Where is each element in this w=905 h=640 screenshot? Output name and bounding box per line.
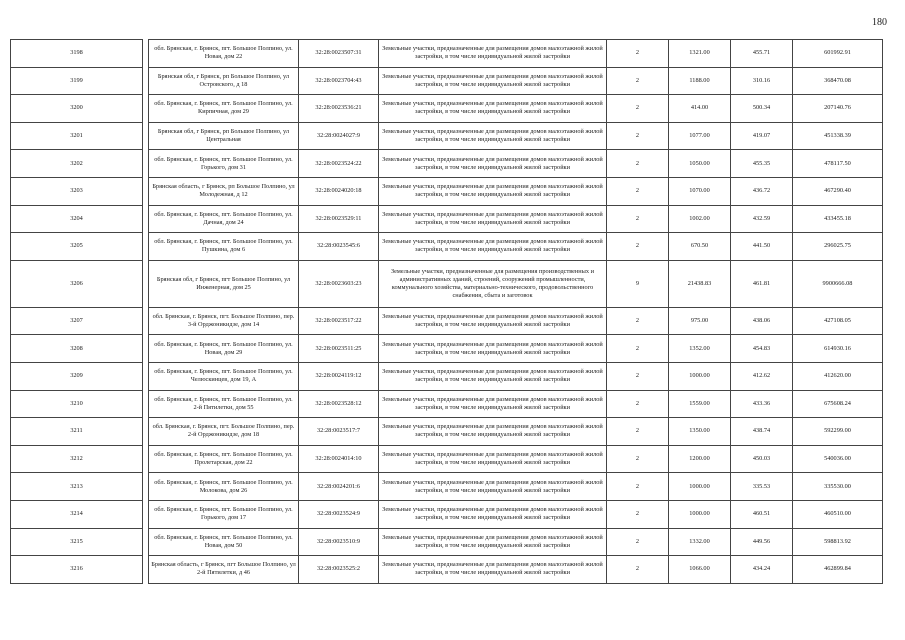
address-cell: обл. Брянская, г. Брянск, пгт. Большое Полпино, ул. Новая, дом 22 xyxy=(149,40,299,68)
cadastral-number-cell: 32:28:0023517:22 xyxy=(299,307,379,335)
specific-value-cell: 441.50 xyxy=(731,233,793,261)
specific-value-cell: 454.83 xyxy=(731,335,793,363)
area-cell: 1350.00 xyxy=(669,418,731,446)
area-cell: 1332.00 xyxy=(669,528,731,556)
cadastral-number-cell: 32:28:0023525:2 xyxy=(299,556,379,584)
table-row xyxy=(11,335,883,363)
table-row xyxy=(11,500,883,528)
cadastral-value-cell: 412620.00 xyxy=(793,362,883,390)
land-use-type-cell: Земельные участки, предназначенные для размещения домов малоэтажной жилой застройки, в том числе индивидуальной жилой застройки xyxy=(379,205,607,233)
address-cell: Брянская область, г Брянск, рп Большое Полпино, ул Молодежная, д 12 xyxy=(149,177,299,205)
group-number-cell: 2 xyxy=(607,445,669,473)
record-number-cell: 3202 xyxy=(11,150,143,178)
table-row xyxy=(11,445,883,473)
area-cell: 1000.00 xyxy=(669,500,731,528)
table-row xyxy=(11,390,883,418)
specific-value-cell: 434.24 xyxy=(731,556,793,584)
cadastral-value-cell: 614930.16 xyxy=(793,335,883,363)
area-cell: 975.00 xyxy=(669,307,731,335)
record-number-cell: 3210 xyxy=(11,390,143,418)
area-cell: 1000.00 xyxy=(669,362,731,390)
area-cell: 1070.00 xyxy=(669,177,731,205)
record-number-cell: 3199 xyxy=(11,67,143,95)
address-cell: обл. Брянская, г. Брянск, пгт. Большое Полпино, ул. Новая, дом 50 xyxy=(149,528,299,556)
area-cell: 670.50 xyxy=(669,233,731,261)
record-number-cell: 3204 xyxy=(11,205,143,233)
cadastral-number-cell: 32:28:0024020:18 xyxy=(299,177,379,205)
table-row xyxy=(11,528,883,556)
record-number-cell: 3212 xyxy=(11,445,143,473)
area-cell: 1077.00 xyxy=(669,122,731,150)
group-number-cell: 2 xyxy=(607,335,669,363)
land-use-type-cell: Земельные участки, предназначенные для размещения домов малоэтажной жилой застройки, в том числе индивидуальной жилой застройки xyxy=(379,233,607,261)
cadastral-number-cell: 32:28:0023507:31 xyxy=(299,40,379,68)
table-row xyxy=(11,205,883,233)
cadastral-value-cell: 9900666.08 xyxy=(793,260,883,307)
land-use-type-cell: Земельные участки, предназначенные для размещения домов малоэтажной жилой застройки, в том числе индивидуальной жилой застройки xyxy=(379,150,607,178)
group-number-cell: 2 xyxy=(607,177,669,205)
land-use-type-cell: Земельные участки, предназначенные для размещения домов малоэтажной жилой застройки, в том числе индивидуальной жилой застройки xyxy=(379,95,607,123)
specific-value-cell: 310.16 xyxy=(731,67,793,95)
specific-value-cell: 438.74 xyxy=(731,418,793,446)
group-number-cell: 2 xyxy=(607,418,669,446)
record-number-cell: 3213 xyxy=(11,473,143,501)
area-cell: 1352.00 xyxy=(669,335,731,363)
group-number-cell: 2 xyxy=(607,40,669,68)
area-cell: 1200.00 xyxy=(669,445,731,473)
group-number-cell: 2 xyxy=(607,67,669,95)
cadastral-number-cell: 32:28:0023510:9 xyxy=(299,528,379,556)
group-number-cell: 2 xyxy=(607,150,669,178)
area-cell: 414.00 xyxy=(669,95,731,123)
group-number-cell: 2 xyxy=(607,307,669,335)
group-number-cell: 2 xyxy=(607,500,669,528)
record-number-cell: 3216 xyxy=(11,556,143,584)
specific-value-cell: 455.35 xyxy=(731,150,793,178)
group-number-cell: 2 xyxy=(607,95,669,123)
cadastral-value-cell: 433455.18 xyxy=(793,205,883,233)
cadastral-value-cell: 467290.40 xyxy=(793,177,883,205)
area-cell: 1050.00 xyxy=(669,150,731,178)
record-number-cell: 3203 xyxy=(11,177,143,205)
record-number-cell: 3214 xyxy=(11,500,143,528)
specific-value-cell: 432.59 xyxy=(731,205,793,233)
table-row xyxy=(11,95,883,123)
specific-value-cell: 433.36 xyxy=(731,390,793,418)
cadastral-value-cell: 451338.39 xyxy=(793,122,883,150)
cadastral-number-cell: 32:28:0024014:10 xyxy=(299,445,379,473)
address-cell: обл. Брянская, г. Брянск, пгт. Большое Полпино, ул. Пушкина, дом 6 xyxy=(149,233,299,261)
cadastral-number-cell: 32:28:0023524:9 xyxy=(299,500,379,528)
cadastral-value-cell: 368470.08 xyxy=(793,67,883,95)
land-use-type-cell: Земельные участки, предназначенные для размещения домов малоэтажной жилой застройки, в том числе индивидуальной жилой застройки xyxy=(379,67,607,95)
group-number-cell: 2 xyxy=(607,390,669,418)
cadastral-number-cell: 32:28:0023545:6 xyxy=(299,233,379,261)
table-row xyxy=(11,362,883,390)
cadastral-value-cell: 598813.92 xyxy=(793,528,883,556)
cadastral-value-cell: 207140.76 xyxy=(793,95,883,123)
area-cell: 1000.00 xyxy=(669,473,731,501)
specific-value-cell: 461.81 xyxy=(731,260,793,307)
record-number-cell: 3211 xyxy=(11,418,143,446)
record-number-cell: 3209 xyxy=(11,362,143,390)
address-cell: Брянская область, г Брянск, пгт Большое Полпино, ул 2-й Пятилетки, д 46 xyxy=(149,556,299,584)
table-row xyxy=(11,418,883,446)
land-use-type-cell: Земельные участки, предназначенные для размещения домов малоэтажной жилой застройки, в том числе индивидуальной жилой застройки xyxy=(379,362,607,390)
cadastral-number-cell: 32:28:0023603:23 xyxy=(299,260,379,307)
address-cell: обл. Брянская, г. Брянск, пгт. Большое Полпино, ул. Дачная, дом 24 xyxy=(149,205,299,233)
cadastral-value-cell: 540036.00 xyxy=(793,445,883,473)
land-use-type-cell: Земельные участки, предназначенные для размещения домов малоэтажной жилой застройки, в том числе индивидуальной жилой застройки xyxy=(379,40,607,68)
group-number-cell: 9 xyxy=(607,260,669,307)
table-row xyxy=(11,260,883,307)
record-number-cell: 3207 xyxy=(11,307,143,335)
address-cell: обл. Брянская, г. Брянск, пгт. Большое Полпино, ул. Молокова, дом 26 xyxy=(149,473,299,501)
address-cell: Брянская обл, г Брянск, рп Большое Полпино, ул Островского, д 18 xyxy=(149,67,299,95)
table-row xyxy=(11,122,883,150)
group-number-cell: 2 xyxy=(607,473,669,501)
cadastral-value-cell: 592299.00 xyxy=(793,418,883,446)
record-number-cell: 3205 xyxy=(11,233,143,261)
record-number-cell: 3208 xyxy=(11,335,143,363)
group-number-cell: 2 xyxy=(607,528,669,556)
specific-value-cell: 460.51 xyxy=(731,500,793,528)
land-use-type-cell: Земельные участки, предназначенные для размещения домов малоэтажной жилой застройки, в том числе индивидуальной жилой застройки xyxy=(379,390,607,418)
cadastral-value-cell: 296025.75 xyxy=(793,233,883,261)
area-cell: 1066.00 xyxy=(669,556,731,584)
land-use-type-cell: Земельные участки, предназначенные для размещения домов малоэтажной жилой застройки, в том числе индивидуальной жилой застройки xyxy=(379,418,607,446)
area-cell: 21438.83 xyxy=(669,260,731,307)
table-row xyxy=(11,556,883,584)
record-number-cell: 3206 xyxy=(11,260,143,307)
cadastral-number-cell: 32:28:0024027:9 xyxy=(299,122,379,150)
address-cell: обл. Брянская, г. Брянск, пгт. Большое Полпино, ул. Новая, дом 29 xyxy=(149,335,299,363)
address-cell: Брянская обл, г Брянск, пгт Большое Полпино, ул Инженерная, дом 25 xyxy=(149,260,299,307)
cadastral-number-cell: 32:28:0023529:11 xyxy=(299,205,379,233)
record-number-cell: 3198 xyxy=(11,40,143,68)
table-row xyxy=(11,40,883,68)
record-number-cell: 3201 xyxy=(11,122,143,150)
address-cell: обл. Брянская, г. Брянск, пгт. Большое Полпино, ул. Пролетарская, дом 22 xyxy=(149,445,299,473)
cadastral-number-cell: 32:28:0023524:22 xyxy=(299,150,379,178)
cadastral-number-cell: 32:28:0024119:12 xyxy=(299,362,379,390)
group-number-cell: 2 xyxy=(607,205,669,233)
specific-value-cell: 455.71 xyxy=(731,40,793,68)
cadastral-value-cell: 462899.84 xyxy=(793,556,883,584)
cadastral-value-cell: 478117.50 xyxy=(793,150,883,178)
land-use-type-cell: Земельные участки, предназначенные для размещения домов малоэтажной жилой застройки, в том числе индивидуальной жилой застройки xyxy=(379,473,607,501)
table-body xyxy=(11,40,883,584)
table-row xyxy=(11,233,883,261)
land-registry-table xyxy=(10,39,883,584)
cadastral-number-cell: 32:28:0023517:7 xyxy=(299,418,379,446)
cadastral-value-cell: 601992.91 xyxy=(793,40,883,68)
land-use-type-cell: Земельные участки, предназначенные для размещения домов малоэтажной жилой застройки, в том числе индивидуальной жилой застройки xyxy=(379,556,607,584)
specific-value-cell: 449.56 xyxy=(731,528,793,556)
area-cell: 1002.00 xyxy=(669,205,731,233)
group-number-cell: 2 xyxy=(607,233,669,261)
specific-value-cell: 412.62 xyxy=(731,362,793,390)
page-number: 180 xyxy=(872,17,887,28)
land-use-type-cell: Земельные участки, предназначенные для размещения домов малоэтажной жилой застройки, в том числе индивидуальной жилой застройки xyxy=(379,445,607,473)
cadastral-value-cell: 427108.05 xyxy=(793,307,883,335)
group-number-cell: 2 xyxy=(607,556,669,584)
land-use-type-cell: Земельные участки, предназначенные для размещения домов малоэтажной жилой застройки, в том числе индивидуальной жилой застройки xyxy=(379,335,607,363)
table-row xyxy=(11,307,883,335)
specific-value-cell: 436.72 xyxy=(731,177,793,205)
address-cell: обл. Брянская, г. Брянск, пгт. Большое Полпино, пер. 3-й Орджоникидзе, дом 14 xyxy=(149,307,299,335)
specific-value-cell: 335.53 xyxy=(731,473,793,501)
table-row xyxy=(11,473,883,501)
land-use-type-cell: Земельные участки, предназначенные для размещения домов малоэтажной жилой застройки, в том числе индивидуальной жилой застройки xyxy=(379,528,607,556)
specific-value-cell: 450.03 xyxy=(731,445,793,473)
record-number-cell: 3200 xyxy=(11,95,143,123)
cadastral-number-cell: 32:28:0024201:6 xyxy=(299,473,379,501)
cadastral-number-cell: 32:28:0023704:43 xyxy=(299,67,379,95)
cadastral-number-cell: 32:28:0023511:25 xyxy=(299,335,379,363)
address-cell: обл. Брянская, г. Брянск, пгт. Большое Полпино, пер. 2-й Орджоникидзе, дом 18 xyxy=(149,418,299,446)
group-number-cell: 2 xyxy=(607,122,669,150)
land-use-type-cell: Земельные участки, предназначенные для размещения домов малоэтажной жилой застройки, в том числе индивидуальной жилой застройки xyxy=(379,177,607,205)
record-number-cell: 3215 xyxy=(11,528,143,556)
cadastral-value-cell: 335530.00 xyxy=(793,473,883,501)
area-cell: 1321.00 xyxy=(669,40,731,68)
address-cell: обл. Брянская, г. Брянск, пгт. Большое Полпино, ул. Кирпичная, дом 29 xyxy=(149,95,299,123)
address-cell: Брянская обл, г Брянск, рп Большое Полпино, ул Центральная xyxy=(149,122,299,150)
table-row xyxy=(11,67,883,95)
cadastral-value-cell: 460510.00 xyxy=(793,500,883,528)
specific-value-cell: 419.07 xyxy=(731,122,793,150)
land-use-type-cell: Земельные участки, предназначенные для размещения домов малоэтажной жилой застройки, в том числе индивидуальной жилой застройки xyxy=(379,500,607,528)
address-cell: обл. Брянская, г. Брянск, пгт. Большое Полпино, ул. Горького, дом 17 xyxy=(149,500,299,528)
table-row xyxy=(11,150,883,178)
cadastral-number-cell: 32:28:0023536:21 xyxy=(299,95,379,123)
land-use-type-cell: Земельные участки, предназначенные для размещения производственных и административных зданий, строений, сооружений промышленности, коммунального хозяйства, материально-технического, продовольственного снабжения, сбыта и заготовок xyxy=(379,260,607,307)
address-cell: обл. Брянская, г. Брянск, пгт. Большое Полпино, ул. Горького, дом 31 xyxy=(149,150,299,178)
group-number-cell: 2 xyxy=(607,362,669,390)
land-use-type-cell: Земельные участки, предназначенные для размещения домов малоэтажной жилой застройки, в том числе индивидуальной жилой застройки xyxy=(379,122,607,150)
address-cell: обл. Брянская, г. Брянск, пгт. Большое Полпино, ул. 2-й Пятилетки, дом 55 xyxy=(149,390,299,418)
cadastral-number-cell: 32:28:0023528:12 xyxy=(299,390,379,418)
area-cell: 1559.00 xyxy=(669,390,731,418)
land-use-type-cell: Земельные участки, предназначенные для размещения домов малоэтажной жилой застройки, в том числе индивидуальной жилой застройки xyxy=(379,307,607,335)
address-cell: обл. Брянская, г. Брянск, пгт. Большое Полпино, ул. Челюскинцев, дом 19, А xyxy=(149,362,299,390)
specific-value-cell: 500.34 xyxy=(731,95,793,123)
area-cell: 1188.00 xyxy=(669,67,731,95)
specific-value-cell: 438.06 xyxy=(731,307,793,335)
table-row xyxy=(11,177,883,205)
cadastral-value-cell: 675608.24 xyxy=(793,390,883,418)
